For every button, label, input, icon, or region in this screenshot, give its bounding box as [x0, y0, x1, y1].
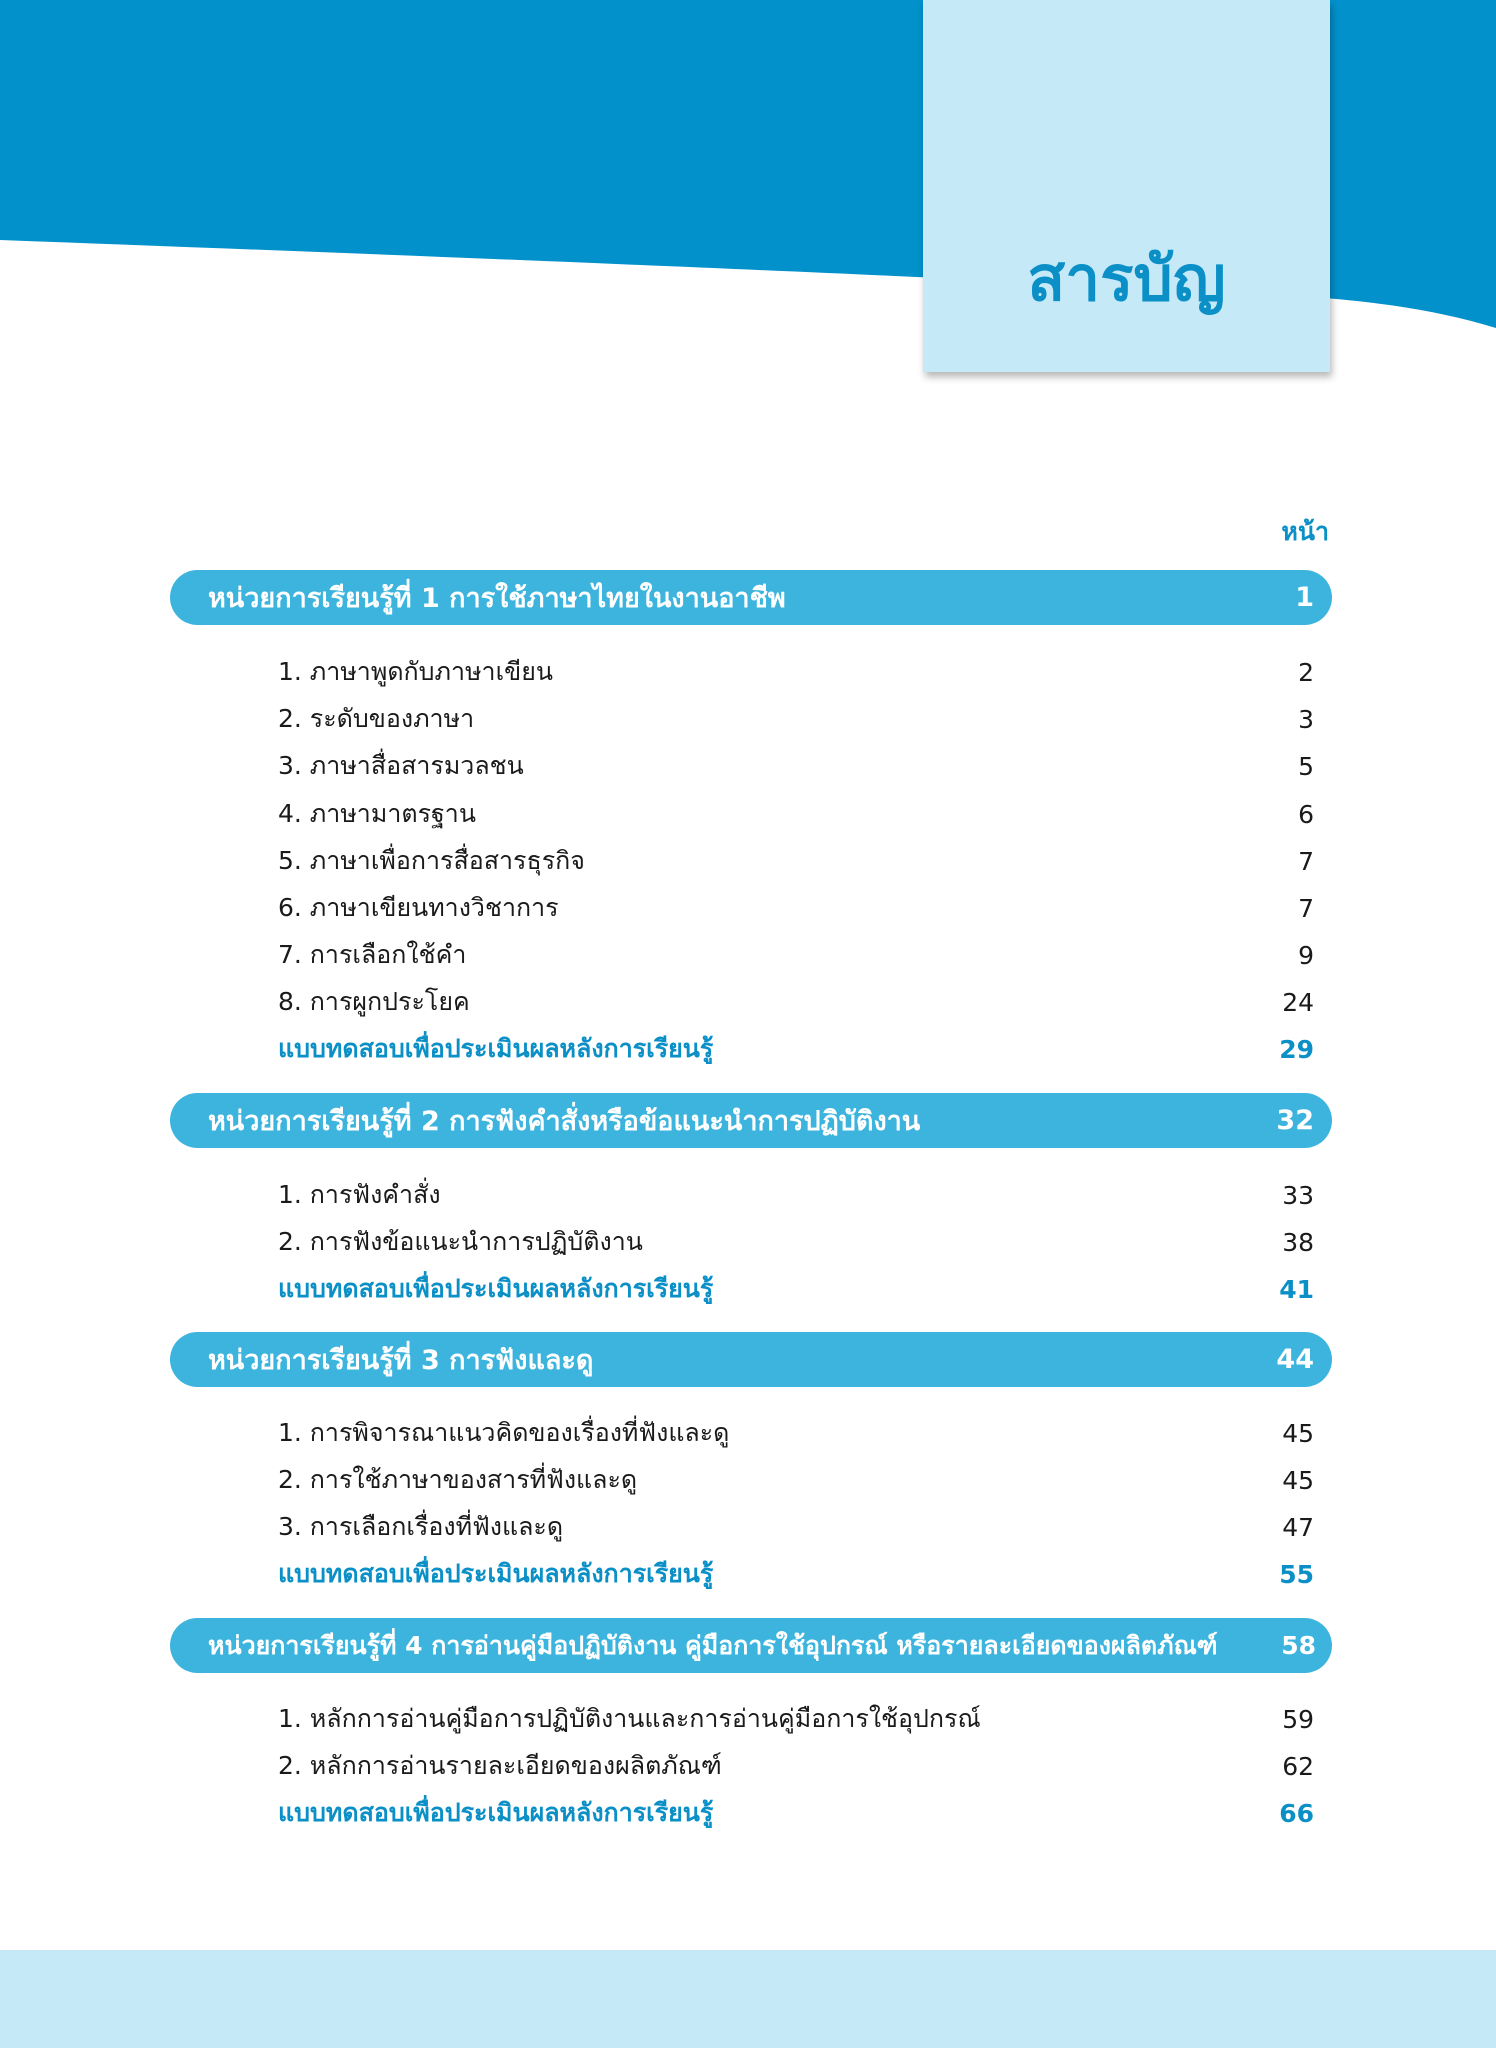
toc-entry-label: 2. การใช้ภาษาของสารที่ฟังและดู	[278, 1465, 638, 1494]
toc-entry-page: 24	[1282, 987, 1314, 1017]
page-column-header: หน้า	[1281, 517, 1329, 546]
toc-entry-page: 33	[1282, 1180, 1314, 1210]
toc-entry-label: 2. ระดับของภาษา	[278, 704, 475, 733]
toc-entry[interactable]	[278, 699, 1314, 739]
unit-title: หน่วยการเรียนรู้ที่ 3 การฟังและดู	[208, 1345, 594, 1376]
toc-entry-label: 2. การฟังข้อแนะนำการปฏิบัติงาน	[278, 1227, 643, 1256]
toc-entry-label: 1. การพิจารณาแนวคิดของเรื่องที่ฟังและดู	[278, 1418, 730, 1447]
toc-entry-label: 1. หลักการอ่านคู่มือการปฏิบัติงานและการอ่านคู่มือการใช้อุปกรณ์	[278, 1704, 981, 1733]
quiz-page: 41	[1279, 1274, 1314, 1304]
quiz-label: แบบทดสอบเพื่อประเมินผลหลังการเรียนรู้	[278, 1559, 714, 1588]
unit-header[interactable]	[170, 1093, 1332, 1148]
toc-entry-label: 3. การเลือกเรื่องที่ฟังและดู	[278, 1512, 564, 1541]
toc-entry-page: 3	[1298, 704, 1314, 734]
toc-entry[interactable]	[278, 1699, 1314, 1739]
toc-quiz-entry[interactable]	[278, 1029, 1314, 1069]
toc-entry-page: 38	[1282, 1227, 1314, 1257]
unit-page-number: 58	[1281, 1631, 1316, 1660]
toc-quiz-entry[interactable]	[278, 1554, 1314, 1594]
page-title: สารบัญ	[1027, 242, 1226, 315]
quiz-page: 66	[1279, 1798, 1314, 1828]
quiz-label: แบบทดสอบเพื่อประเมินผลหลังการเรียนรู้	[278, 1034, 714, 1063]
toc-entry-page: 45	[1282, 1418, 1314, 1448]
toc-entry[interactable]	[278, 1507, 1314, 1547]
toc-entry-page: 6	[1298, 799, 1314, 829]
toc-entry[interactable]	[278, 888, 1314, 928]
quiz-page: 55	[1279, 1559, 1314, 1589]
unit-title: หน่วยการเรียนรู้ที่ 4 การอ่านคู่มือปฏิบัติงาน คู่มือการใช้อุปกรณ์ หรือรายละเอียดของผลิตภัณฑ์	[208, 1630, 1218, 1660]
toc-entry-label: 6. ภาษาเขียนทางวิชาการ	[278, 893, 559, 922]
quiz-label: แบบทดสอบเพื่อประเมินผลหลังการเรียนรู้	[278, 1274, 714, 1303]
toc-entry-page: 45	[1282, 1465, 1314, 1495]
toc-entry[interactable]	[278, 1460, 1314, 1500]
unit-page-number: 32	[1276, 1105, 1314, 1136]
unit-page-number: 1	[1295, 582, 1314, 613]
toc-entry[interactable]	[278, 746, 1314, 786]
toc-entry[interactable]	[278, 1175, 1314, 1215]
toc-entry[interactable]	[278, 982, 1314, 1022]
unit-title: หน่วยการเรียนรู้ที่ 1 การใช้ภาษาไทยในงานอาชีพ	[208, 583, 786, 614]
title-box	[923, 0, 1330, 372]
toc-entry-page: 7	[1298, 893, 1314, 923]
toc-entry[interactable]	[278, 1222, 1314, 1262]
toc-quiz-entry[interactable]	[278, 1793, 1314, 1833]
toc-entry-label: 5. ภาษาเพื่อการสื่อสารธุรกิจ	[278, 846, 585, 875]
quiz-page: 29	[1279, 1034, 1314, 1064]
toc-entry-page: 59	[1282, 1704, 1314, 1734]
unit-title: หน่วยการเรียนรู้ที่ 2 การฟังคำสั่งหรือข้อแนะนำการปฏิบัติงาน	[208, 1106, 921, 1137]
toc-entry-label: 7. การเลือกใช้คำ	[278, 940, 467, 969]
footer-band	[0, 1950, 1496, 2048]
unit-header[interactable]	[170, 1332, 1332, 1387]
toc-entry-label: 8. การผูกประโยค	[278, 987, 470, 1016]
toc-entry-label: 2. หลักการอ่านรายละเอียดของผลิตภัณฑ์	[278, 1751, 722, 1780]
toc-entry[interactable]	[278, 841, 1314, 881]
toc-entry-page: 47	[1282, 1512, 1314, 1542]
unit-page-number: 44	[1276, 1344, 1314, 1375]
toc-entry-label: 4. ภาษามาตรฐาน	[278, 799, 476, 828]
toc-entry-page: 7	[1298, 846, 1314, 876]
toc-quiz-entry[interactable]	[278, 1269, 1314, 1309]
toc-entry-label: 3. ภาษาสื่อสารมวลชน	[278, 751, 524, 780]
toc-entry[interactable]	[278, 1746, 1314, 1786]
toc-entry[interactable]	[278, 1413, 1314, 1453]
toc-entry-page: 5	[1298, 751, 1314, 781]
toc-entry-page: 2	[1298, 657, 1314, 687]
toc-entry-label: 1. ภาษาพูดกับภาษาเขียน	[278, 657, 553, 686]
toc-entry[interactable]	[278, 935, 1314, 975]
unit-header[interactable]	[170, 570, 1332, 625]
toc-entry-page: 9	[1298, 940, 1314, 970]
quiz-label: แบบทดสอบเพื่อประเมินผลหลังการเรียนรู้	[278, 1798, 714, 1827]
unit-header[interactable]	[170, 1618, 1332, 1673]
toc-entry-label: 1. การฟังคำสั่ง	[278, 1180, 441, 1209]
toc-entry[interactable]	[278, 794, 1314, 834]
toc-entry-page: 62	[1282, 1751, 1314, 1781]
toc-entry[interactable]	[278, 652, 1314, 692]
